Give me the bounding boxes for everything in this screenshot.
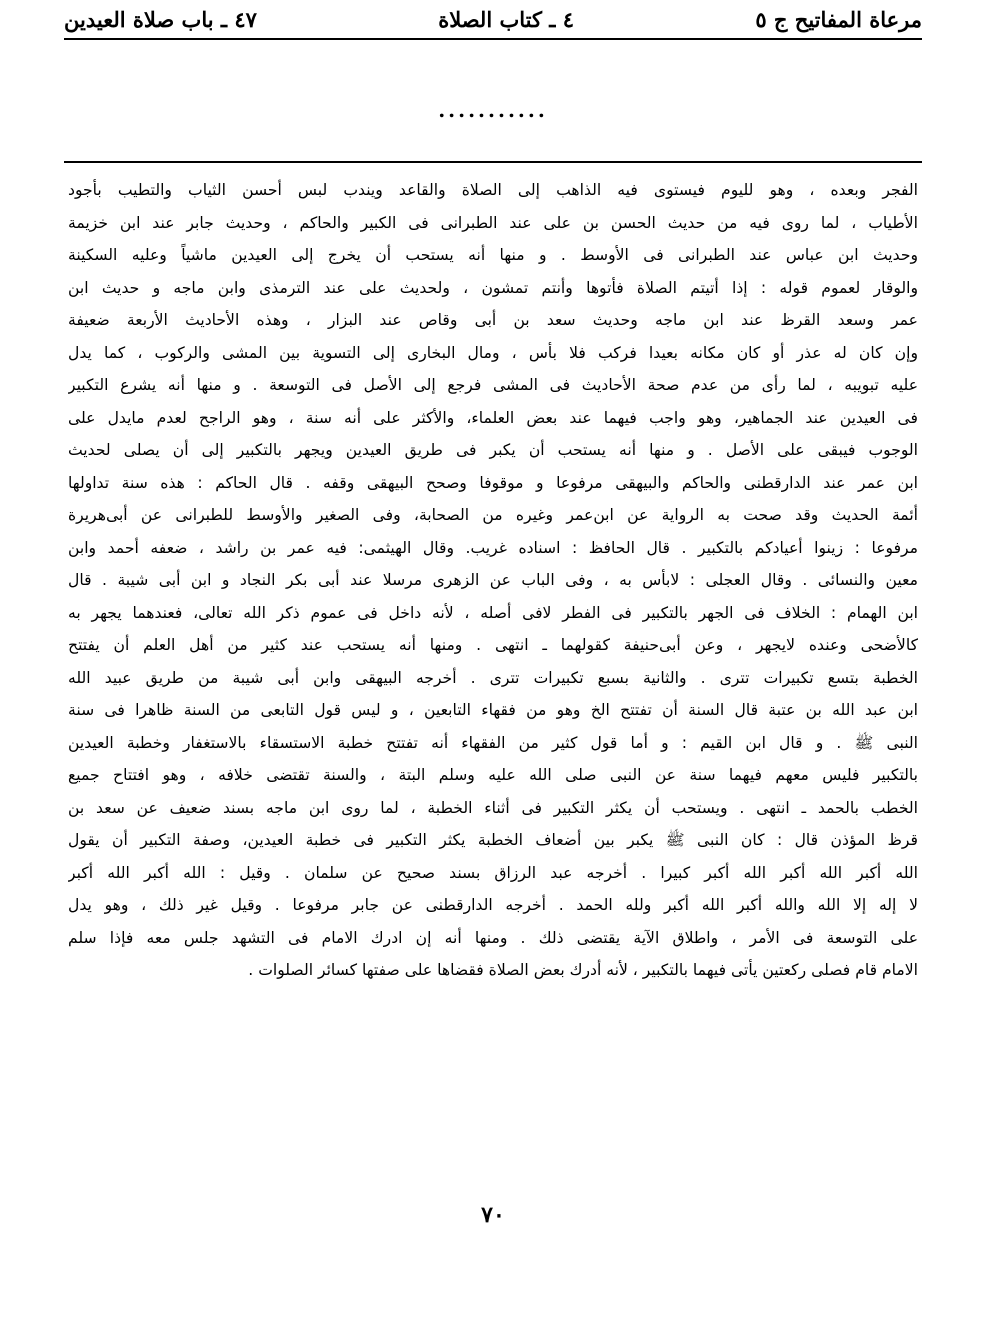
header-book-volume: مرعاة المفاتيح ج ٥ [755,6,922,32]
text-line: الخطب بالحمد ـ انتهى . ويستحب أن يكثر التكبير فى أثناء الخطبة ، لما روى ابن ماجه بسند ضعيف عن سعد بن [68,798,918,817]
text-line: عليه تبويبه ، لما رأى من عدم صحة الأحاديث فى المشى فرجع إلى الأصل فى التوسعة . و منها أنه يشرع التكبير [68,376,918,394]
text-line: ابن عمر عند الدارقطنى والحاكم والبيهقى مرفوعا و موقوفا وصحح البيهقى وقفه . قال الحاكم : هذه سنة تداولها [68,473,918,492]
body-text [68,174,918,987]
text-line: الأطياب ، لما روى فيه من حديث الحسن بن على عند الطبرانى فى الكبير والحاكم ، وحديث جابر عند ابن خزيمة [68,213,918,232]
header-chapter: ٤ ـ كتاب الصلاة [438,6,575,32]
text-line: أئمة الحديث وقد صحت به الرواية عن ابن‌عمر وغيره من الصحابة، وفى الصغير والأوسط للطبرانى عن أبى‌هريرة [68,506,918,524]
text-line: ابن عبد الله بن عتبة قال السنة أن تفتتح الخ وهو من فقهاء التابعين ، و ليس قول التابعى من السنة ظاهرا فى سنة [68,701,918,719]
text-line: وإن كان له عذر أو كان مكانه بعيدا فركب فلا بأس ، ومال البخارى إلى التسوية بين المشى والركوب ، كما يدل [68,343,918,362]
text-line: الفجر وبعده ، وهو لليوم فيستوى فيه الذاهب إلى الصلاة والقاعد ويندب لبس أحسن الثياب والتطيب بأجود [68,181,918,199]
text-line: النبى ﷺ . و قال ابن القيم : و أما قول كثير من الفقهاء أنه تفتتح خطبة الاستسقاء بالاستغفار وخطبة العيدين [68,733,918,752]
text-line: وحديث ابن عباس عند الطبرانى فى الأوسط . و منها أنه يستحب أن يخرج إلى العيدين ماشياً وعليه السكينة [68,246,918,264]
text-line: لا إله إلا الله والله أكبر الله أكبر ولله الحمد . أخرجه الدارقطنى عن جابر مرفوعا . وقيل غير ذلك ، وهو يدل [68,896,918,914]
text-line: الخطبة بتسع تكبيرات تترى . والثانية بسبع تكبيرات تترى . أخرجه البيهقى وابن أبى شيبة من طريق عبيد الله [68,668,918,687]
text-line: الوجوب فيبقى على الأصل . و منها أنه يستحب أن يكبر فى طريق العيدين ويجهر بالتكبير إلى أن يصلى لحديث [68,441,918,459]
text-line: على التوسعة فى الأمر ، واطلاق الآية يقتضى ذلك . ومنها أنه إن ادرك الامام فى التشهد جلس معه فإذا سلم [68,928,918,947]
text-line: الامام قام فصلى ركعتين يأتى فيهما بالتكبير ، لأنه أدرك بعض الصلاة فقضاها على صفتها كسائر الصلوات . [248,961,918,979]
text-line: قرظ المؤذن قال : كان النبى ﷺ يكبر بين أضعاف الخطبة يكثر التكبير فى خطبة العيدين، وصفة التكبير أن يقول [68,831,918,849]
text-line: كالأضحى وعنده لايجهر ، وعن أبى‌حنيفة كقولهما ـ انتهى . ومنها أنه يستحب عند كثير من أهل العلم أن يفتتح [68,636,918,654]
text-line: ابن الهمام : الخلاف فى الجهر بالتكبير فى الفطر لافى أصله ، لأنه داخل فى عموم ذكر الله تعالى، فعندهما يجهر به [68,603,918,622]
text-line: عمر وسعد القرظ عند ابن ماجه وحديث سعد بن أبى وقاص عند البزار ، وهذه الأحاديث الأربعة ضعيفة [68,311,918,329]
dotted-separator: ........... [438,98,548,122]
text-line: معين والنسائى . وقال العجلى : لابأس به ، وفى الباب عن الزهرى مرسلا عند أبى بكر النجاد و ابن أبى شيبة . قال [68,571,918,589]
header-section: ٤٧ ـ باب صلاة العيدين [64,6,257,32]
page-number: ٧٠ [481,1202,505,1228]
text-line: الله أكبر الله أكبر الله أكبر كبيرا . أخرجه عبد الرزاق بسند صحيح عن سلمان . وقيل : الله أكبر الله أكبر [68,863,918,882]
text-line: بالتكبير فليس معهم فيهما سنة عن النبى صلى الله عليه وسلم البتة ، والسنة تقتضى خلافه ، وهو افتتاح جميع [68,766,918,784]
text-line: والوقار لعموم قوله : إذا أتيتم الصلاة فأتوها وأنتم تمشون ، ولحديث على عند الترمذى وابن ماجه و حديث ابن [68,278,918,297]
footnote-rule [64,161,922,163]
text-line: فى العيدين عند الجماهير، وهو واجب فيهما عند بعض العلماء، والأكثر على أنه سنة ، وهو الراجح لعدم مايدل على [68,408,918,427]
running-header [64,4,922,34]
text-line: مرفوعا : زينوا أعيادكم بالتكبير . قال الحافظ : اسناده غريب. وقال الهيثمى: فيه عمر بن راشد ، ضعفه أحمد وابن [68,538,918,557]
header-rule [64,38,922,40]
